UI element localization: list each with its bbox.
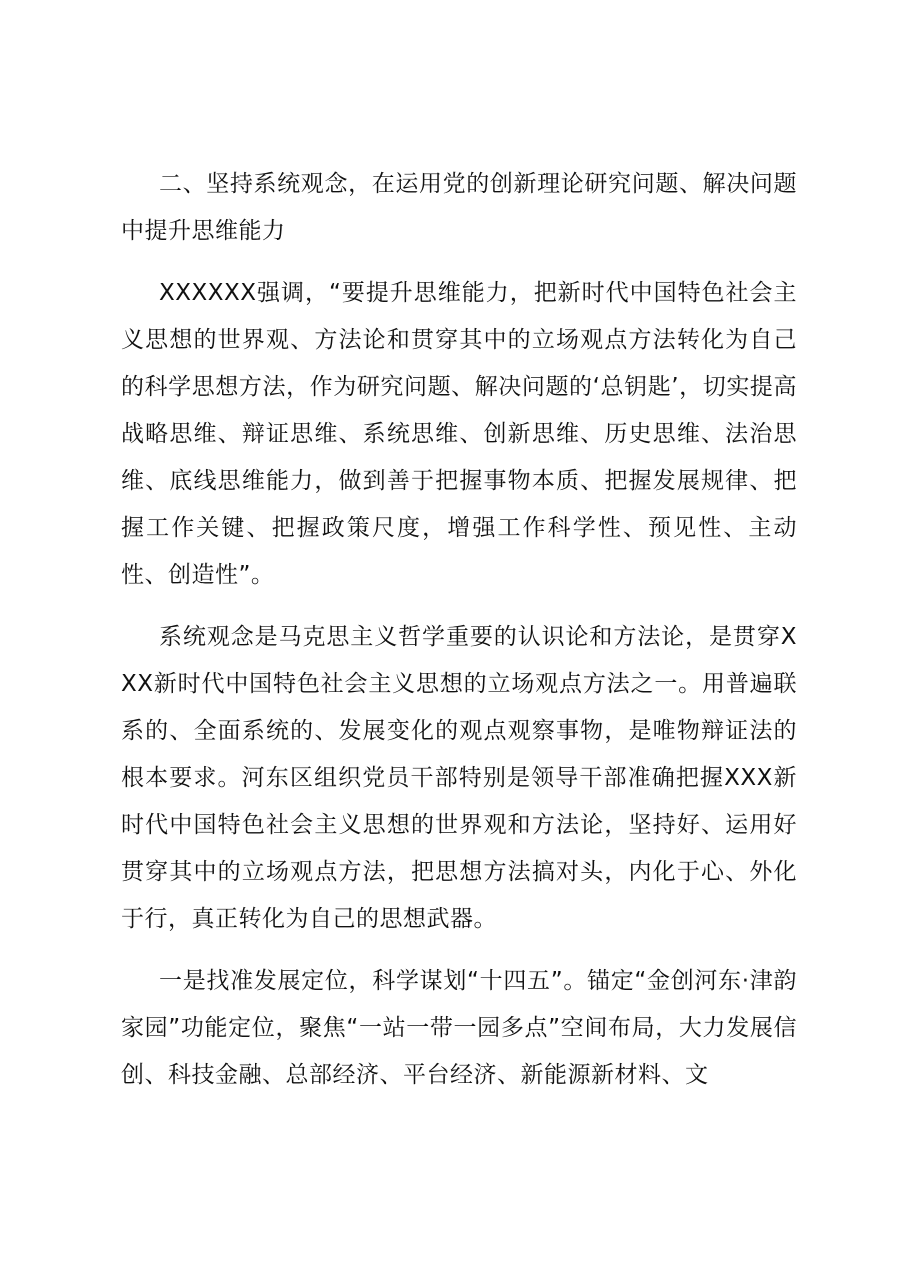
body-paragraph: 系统观念是马克思主义哲学重要的认识论和方法论，是贯穿XXX新时代中国特色社会主义思想的立场观点方法之一。用普遍联系的、全面系统的、发展变化的观点观察事物，是唯物辩证法的根本要求。河东区组织党员干部特别是领导干部准确把握XXX新时代中国特色社会主义思想的世界观和方法论，坚持好、运用好贯穿其中的立场观点方法，把思想方法搞对头，内化于心、外化于行，真正转化为自己的思想武器。: [121, 624, 797, 932]
section-heading-paragraph: 二、坚持系统观念，在运用党的创新理论研究问题、解决问题中提升思维能力: [121, 171, 797, 244]
body-paragraph: 一是找准发展定位，科学谋划“十四五”。锚定“金创河东·津韵家园”功能定位，聚焦“一站一带一园多点”空间布局，大力发展信创、科技金融、总部经济、平台经济、新能源新材料、文: [121, 968, 797, 1088]
body-paragraph: XXXXXX强调，“要提升思维能力，把新时代中国特色社会主义思想的世界观、方法论和贯穿其中的立场观点方法转化为自己的科学思想方法，作为研究问题、解决问题的‘总钥匙’，切实提高战略思维、辩证思维、系统思维、创新思维、历史思维、法治思维、底线思维能力，做到善于把握事物本质、把握发展规律、把握工作关键、把握政策尺度，增强工作科学性、预见性、主动性、创造性”。: [121, 280, 797, 588]
document-body: [121, 161, 797, 1114]
